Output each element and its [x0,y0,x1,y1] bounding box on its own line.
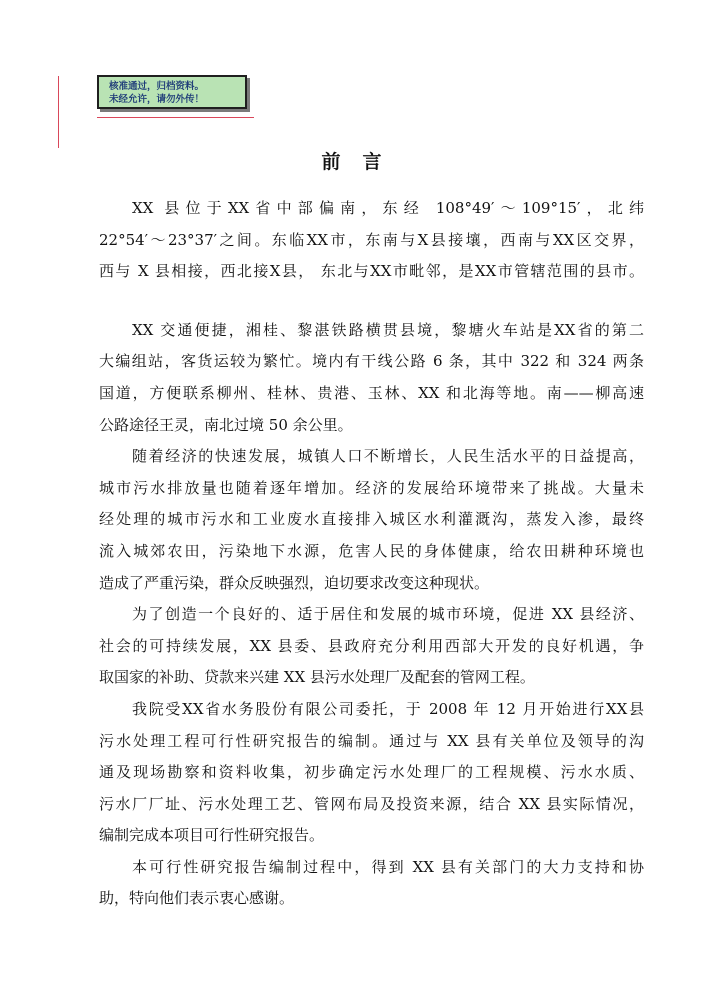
confidential-stamp [97,75,253,115]
text-line: 编制完成本项目可行性研究报告。 [99,826,325,845]
text-line: 流入城郊农田，污染地下水源，危害人民的身体健康，给农田耕种环境也 [99,541,644,560]
stamp-line-1: 核准通过，归档资料。 [109,81,205,92]
text-line: XX 县位于XX省中部偏南，东经 108°49′～109°15′，北纬 [132,199,644,217]
text-line: 城市污水排放量也随着逐年增加。经济的发展给环境带来了挑战。大量未 [99,478,644,497]
paragraph [99,694,644,852]
paragraph [99,441,644,599]
stamp-line-2: 未经允许，请勿外传！ [109,94,205,105]
text-line: 大编组站，客货运较为繁忙。境内有干线公路 6 条，其中 322 和 324 两条 [99,352,644,371]
page-title: 前言 [321,151,404,173]
stamp-underline [97,117,254,118]
paragraph [99,315,644,441]
text-line: 22°54′～23°37′之间。东临XX市，东南与X县接壤，西南与XX区交界， [99,230,644,249]
stamp-box [97,75,247,109]
text-line: 经处理的城市污水和工业废水直接排入城区水利灌溉沟，蒸发入渗，最终 [99,510,644,529]
text-line: 西与 X 县相接，西北接X县， 东北与XX市毗邻，是XX市管辖范围的县市。 [99,262,644,281]
text-line: 助，特向他们表示衷心感谢。 [99,889,295,908]
document-body [99,193,644,915]
text-line: 随着经济的快速发展，城镇人口不断增长，人民生活水平的日益提高， [132,447,644,466]
paragraph-gap [99,288,644,315]
paragraph [99,599,644,694]
text-line: 我院受XX省水务股份有限公司委托，于 2008 年 12 月开始进行XX县 [132,699,644,718]
text-line: 造成了严重污染，群众反映强烈，迫切要求改变这种现状。 [99,573,490,592]
text-line: 公路途径王灵，南北过境 50 余公里。 [99,415,353,434]
paragraph [99,852,644,915]
paragraph [99,193,644,288]
text-line: 污水处理工程可行性研究报告的编制。通过与 XX 县有关单位及领导的沟 [99,731,644,750]
text-line: 取国家的补助、贷款来兴建 XX 县污水处理厂及配套的管网工程。 [99,668,535,687]
text-line: XX 交通便捷，湘桂、黎湛铁路横贯县境，黎塘火车站是XX省的第二 [132,320,644,339]
text-line: 国道，方便联系柳州、桂林、贵港、玉林、XX 和北海等地。南——柳高速 [99,383,644,402]
margin-marker-line [58,76,59,148]
text-line: 污水厂厂址、污水处理工艺、管网布局及投资来源，结合 XX 县实际情况， [99,794,644,813]
text-line: 为了创造一个良好的、适于居住和发展的城市环境，促进 XX 县经济、 [132,605,644,624]
text-line: 社会的可持续发展，XX 县委、县政府充分利用西部大开发的良好机遇，争 [99,636,644,655]
text-line: 通及现场勘察和资料收集，初步确定污水处理厂的工程规模、污水水质、 [99,763,644,782]
text-line: 本可行性研究报告编制过程中，得到 XX 县有关部门的大力支持和协 [132,857,644,876]
